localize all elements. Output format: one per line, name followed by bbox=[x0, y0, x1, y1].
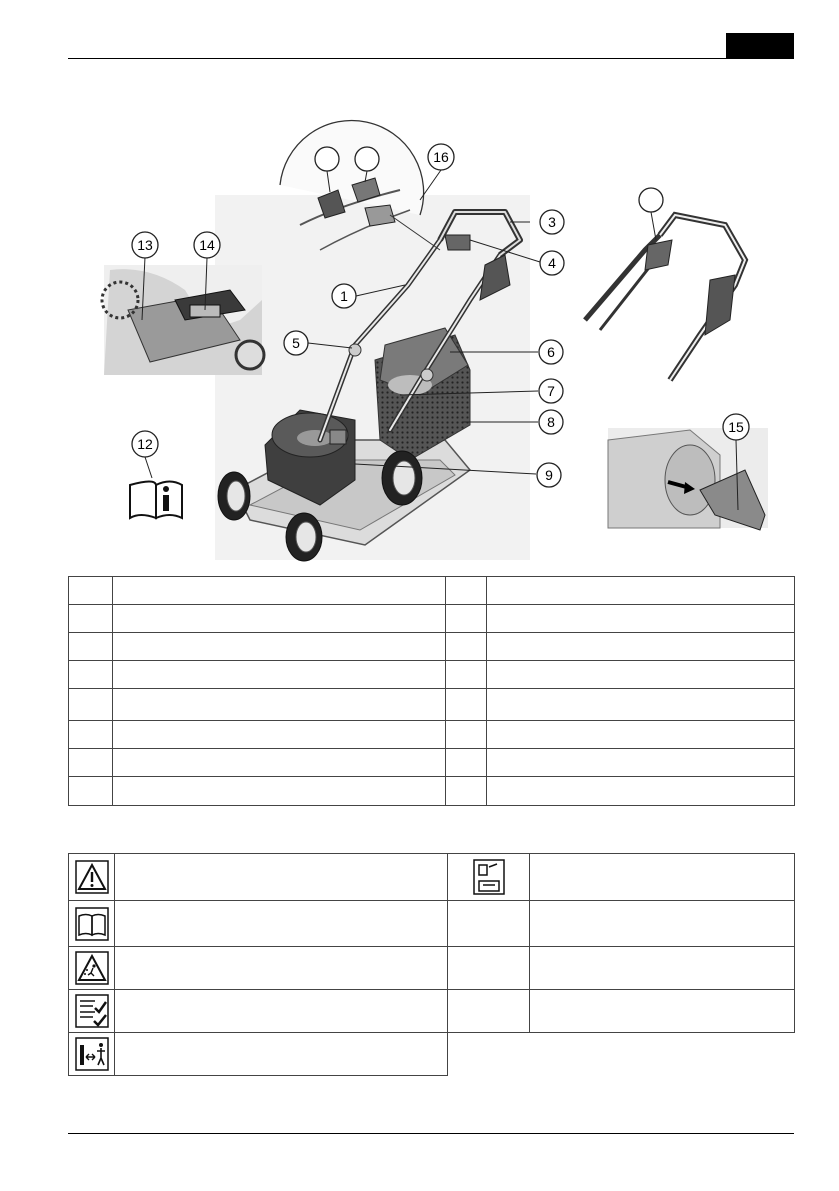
svg-text:15: 15 bbox=[728, 419, 744, 435]
callout-15 bbox=[723, 414, 749, 440]
callout-circle-blank-c bbox=[639, 188, 663, 212]
keep-distance-icon bbox=[75, 1037, 109, 1071]
svg-text:5: 5 bbox=[292, 335, 300, 351]
clipping-bag-icon bbox=[473, 859, 505, 895]
part-name bbox=[113, 721, 446, 749]
callout-1 bbox=[332, 284, 356, 308]
part-number bbox=[446, 749, 487, 777]
svg-text:6: 6 bbox=[547, 344, 555, 360]
table-row bbox=[69, 901, 795, 947]
svg-text:7: 7 bbox=[547, 383, 555, 399]
callout-circle-blank-b bbox=[355, 147, 379, 171]
symbol-description bbox=[115, 1033, 448, 1076]
table-row bbox=[69, 577, 795, 605]
part-number bbox=[69, 577, 113, 605]
svg-text:12: 12 bbox=[137, 436, 153, 452]
part-name bbox=[487, 777, 795, 806]
manual-book-illustration bbox=[130, 482, 182, 519]
part-name bbox=[113, 777, 446, 806]
symbol-description bbox=[115, 990, 448, 1033]
callout-5 bbox=[284, 331, 308, 355]
remove-key-icon bbox=[75, 994, 109, 1028]
symbol-icon-cell bbox=[448, 901, 530, 947]
svg-text:16: 16 bbox=[433, 149, 449, 165]
symbol-icon-cell bbox=[448, 947, 530, 990]
table-row bbox=[69, 947, 795, 990]
part-number bbox=[69, 749, 113, 777]
part-number bbox=[446, 605, 487, 633]
callout-13 bbox=[132, 232, 158, 258]
footer-rule bbox=[68, 1133, 794, 1134]
table-row bbox=[69, 605, 795, 633]
table-row bbox=[69, 777, 795, 806]
parts-table bbox=[68, 576, 795, 806]
part-name bbox=[113, 633, 446, 661]
discharge-cover-inset bbox=[102, 265, 264, 375]
callout-circle-blank-a bbox=[315, 147, 339, 171]
callout-3 bbox=[540, 210, 564, 234]
part-number bbox=[69, 721, 113, 749]
part-name bbox=[113, 689, 446, 721]
part-name bbox=[113, 577, 446, 605]
callout-12 bbox=[132, 431, 158, 457]
part-name bbox=[487, 689, 795, 721]
part-number bbox=[69, 633, 113, 661]
part-number bbox=[446, 689, 487, 721]
part-name bbox=[487, 721, 795, 749]
warning-triangle-icon bbox=[75, 860, 109, 894]
part-number bbox=[69, 777, 113, 806]
part-number bbox=[446, 777, 487, 806]
part-number bbox=[446, 633, 487, 661]
symbol-icon-cell bbox=[448, 990, 530, 1033]
symbol-description bbox=[530, 990, 795, 1033]
table-row bbox=[69, 749, 795, 777]
svg-text:8: 8 bbox=[547, 414, 555, 430]
symbol-description bbox=[530, 947, 795, 990]
part-name bbox=[113, 661, 446, 689]
part-name bbox=[487, 661, 795, 689]
svg-text:14: 14 bbox=[199, 237, 215, 253]
svg-text:3: 3 bbox=[548, 214, 556, 230]
part-number bbox=[69, 661, 113, 689]
callout-6 bbox=[539, 340, 563, 364]
part-number bbox=[446, 721, 487, 749]
symbol-description bbox=[530, 901, 795, 947]
table-row bbox=[69, 990, 795, 1033]
manual-book-icon bbox=[75, 907, 109, 941]
mulching-plug-inset bbox=[608, 428, 768, 530]
callout-16 bbox=[428, 144, 454, 170]
table-row bbox=[69, 1033, 795, 1076]
symbol-description bbox=[115, 947, 448, 990]
main-mower-illustration bbox=[215, 195, 530, 561]
part-name bbox=[113, 605, 446, 633]
lawn-mower-overview-figure bbox=[0, 0, 839, 570]
symbol-description bbox=[115, 854, 448, 901]
part-name bbox=[487, 749, 795, 777]
part-number bbox=[69, 689, 113, 721]
callout-4 bbox=[540, 251, 564, 275]
part-name bbox=[487, 605, 795, 633]
callout-14 bbox=[194, 232, 220, 258]
table-row bbox=[69, 661, 795, 689]
callout-8 bbox=[539, 410, 563, 434]
part-name bbox=[113, 749, 446, 777]
table-row bbox=[69, 854, 795, 901]
table-row bbox=[69, 721, 795, 749]
part-number bbox=[446, 661, 487, 689]
part-name bbox=[487, 577, 795, 605]
callout-9 bbox=[537, 463, 561, 487]
table-row bbox=[69, 633, 795, 661]
symbol-description bbox=[115, 901, 448, 947]
part-number bbox=[446, 577, 487, 605]
folded-handle-inset bbox=[585, 188, 745, 380]
svg-text:4: 4 bbox=[548, 255, 556, 271]
callout-7 bbox=[539, 379, 563, 403]
symbol-description bbox=[530, 854, 795, 901]
part-number bbox=[69, 605, 113, 633]
symbols-table bbox=[68, 853, 795, 1076]
thrown-objects-warning-icon bbox=[75, 951, 109, 985]
svg-text:1: 1 bbox=[340, 288, 348, 304]
part-name bbox=[487, 633, 795, 661]
svg-text:9: 9 bbox=[545, 467, 553, 483]
svg-text:13: 13 bbox=[137, 237, 153, 253]
table-row bbox=[69, 689, 795, 721]
